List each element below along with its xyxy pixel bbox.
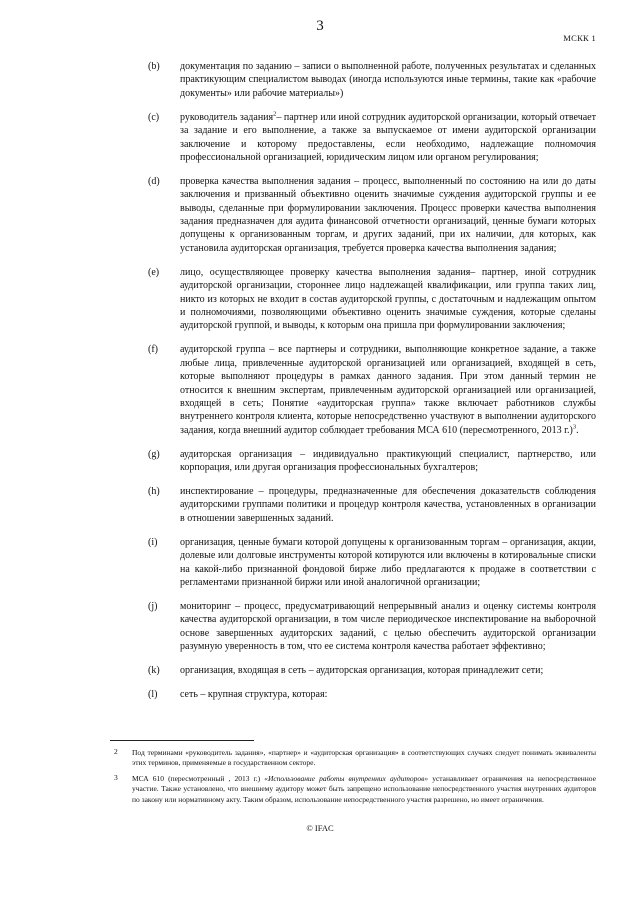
definition-item-d	[148, 175, 596, 255]
footnote-text: МСА 610 (пересмотренный , 2013 г.)	[132, 773, 265, 783]
definition-letter: (h)	[148, 485, 160, 497]
definition-item-b	[148, 60, 596, 100]
definition-letter: (k)	[148, 664, 160, 676]
footnote-2	[114, 747, 596, 769]
definition-letter: (e)	[148, 266, 160, 278]
definition-text: руководитель задания	[180, 111, 274, 123]
definition-letter: (j)	[148, 600, 158, 612]
footnote-text: Под терминами «руководитель задания», «партнер» и «аудиторская организация» в соответствующих случаях следует понимать эквиваленты этих терминов, применяемые в государственном секторе.	[132, 748, 596, 768]
definition-item-g	[148, 448, 596, 475]
definition-item-j	[148, 600, 596, 654]
definition-letter: (l)	[148, 688, 158, 700]
definition-letter: (b)	[148, 61, 160, 72]
definition-text: организация, входящая в сеть – аудиторская организация, которая принадлежит сети;	[180, 664, 544, 676]
definition-text: организация, ценные бумаги которой допущены к организованным торгам – организация, акции, долевые или долговые инструменты которой котируются или включены в котировальные списки на какой-либо признанной фондовой бирже либо предлагаются к продаже в соответствии с регламентами признанной биржи или иной аналогичной организации;	[180, 536, 596, 588]
definition-item-f	[148, 343, 596, 437]
footnotes	[0, 748, 640, 810]
definition-item-e	[148, 266, 596, 333]
definition-item-k	[148, 664, 596, 677]
definition-text: аудиторской группа – все партнеры и сотрудники, выполняющие конкретное задание, а также любые лица, привлеченные аудиторской организацией или организацией, входящей в сеть, которые выполняют процедуры в рамках данного задания. При этом данный термин не относится к внешним экспертам, привлеченным аудиторской организацией или организацией, входящей в сеть; Понятие «аудиторская группа» также включает работников службы внутреннего контроля клиента, которые непосредственно участвуют в выполнении аудиторского задания, когда внешний аудитор соблюдает требования МСА 610 (пересмотренного, 2013 г.)	[180, 344, 596, 436]
definition-text-continued: .	[576, 424, 579, 436]
footnote-ref-2[interactable]: 2	[273, 110, 277, 118]
footnote-text-continued: устанавливает ограничения на непосредственное участие. Также установлено, что внешнему аудитору может быть запрещено использование непосредственного участия внутренних аудиторов по закону или нормативному акту. Таким образом, использование непосредственного участия разрешено, но имеет ограничения.	[132, 773, 596, 804]
footnote-separator	[110, 740, 254, 741]
definition-item-l	[148, 688, 596, 701]
definition-item-i	[148, 536, 596, 590]
copyright-footer: © IFAC	[306, 823, 334, 833]
footnote-number: 2	[114, 747, 118, 756]
definition-text: сеть – крупная структура, которая:	[180, 688, 328, 700]
definition-text: лицо, осуществляющее проверку качества выполнения задания– партнер, иной сотрудник аудиторской организации, стороннее лицо надлежащей квалификации, или группа таких лиц, никто из которых не входит в состав аудиторской группы, с достаточным и надлежащим опытом и полномочиями, позволяющими объективно оценить значимые суждения, которые сделаны аудиторской группой, и выводы, к которым она пришла при формулировании заключения;	[180, 266, 596, 332]
definition-text: мониторинг – процесс, предусматривающий непрерывный анализ и оценку системы контроля качества аудиторской организации, в том числе периодическое инспектирование на выборочной основе завершенных аудиторских заданий, с целью обеспечить аудиторской организации разумную уверенность в том, что ее система контроля качества работает эффективно;	[180, 600, 596, 653]
footnote-italic-title: «Использование работы внутренних аудиторов»	[264, 773, 429, 783]
definition-text: документация по заданию – записи о выполненной работе, полученных результатах и сделанных практикующим специалистом выводах (иногда используются иные термины, такие как «рабочие документы» или рабочие материалы»)	[180, 61, 596, 99]
definition-text: проверка качества выполнения задания – процесс, выполненный по состоянию на или до даты заключения и призванный объективно оценить значимые суждения аудиторской группы и ее выводы, сделанные при формулировании заключения. Процесс проверки качества выполнения задания предназначен для аудита финансовой отчетности организаций, ценные бумаги которых допущены к организованным торгам, и других заданий, при их наличии, для которых, как установила аудиторская организация, требуется проверка качества выполнения задания;	[180, 175, 596, 254]
footnote-ref-3[interactable]: 3	[572, 423, 577, 431]
definition-text: инспектирование – процедуры, предназначенные для обеспечения доказательств соблюдения аудиторскими группами политики и процедур контроля качества, установленных в организации в отношении завершенных заданий.	[180, 485, 596, 524]
definition-letter: (i)	[148, 536, 158, 548]
definition-letter: (f)	[148, 344, 158, 356]
definition-text: аудиторская организация – индивидуально практикующий специалист, партнерство, или корпорация, или другая организация профессиональных бухгалтеров;	[180, 448, 596, 474]
definition-letter: (c)	[148, 111, 160, 123]
document-code: МСКК 1	[563, 33, 596, 43]
definition-item-h	[148, 485, 596, 525]
definition-text-continued: – партнер или иной сотрудник аудиторской организации, который отвечает за задание и его выполнение, а также за выпускаемое от имени аудиторской организации заключение и которому предоставлены, если необходимо, надлежащие полномочия профессиональной организацией, юридическим лицом или органом регулирования;	[180, 111, 596, 163]
footnote-number: 3	[114, 772, 118, 782]
footnote-3	[114, 772, 596, 805]
definitions-list	[0, 60, 640, 712]
page-number: 3	[316, 18, 324, 34]
definition-letter: (d)	[148, 175, 160, 187]
definition-item-c	[148, 110, 596, 165]
definition-letter: (g)	[148, 448, 160, 460]
